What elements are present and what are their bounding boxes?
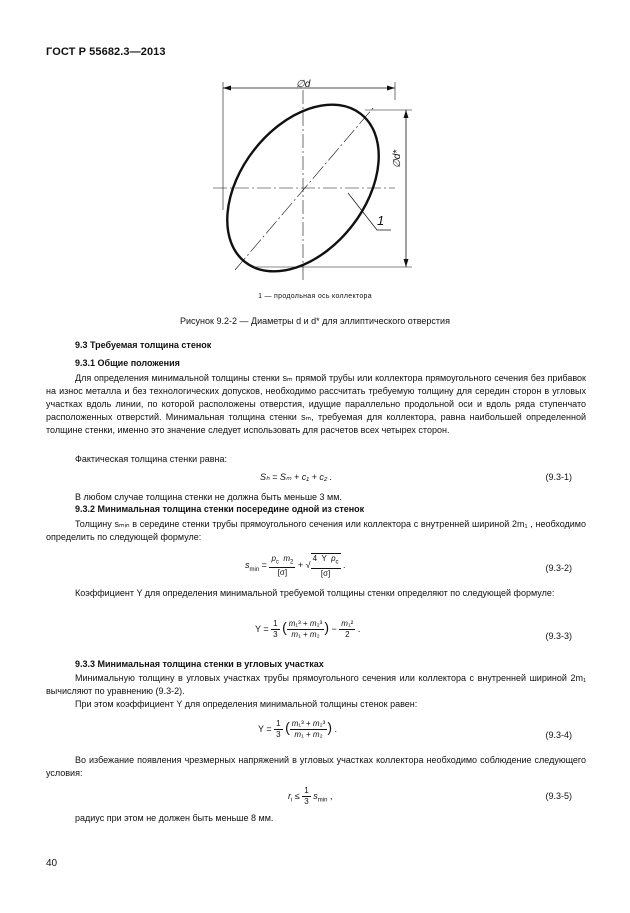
equation-9-3-3: Y = $\frac{1}{3}$ ( $\frac{\text{m₁³ + m₂³}}{\text{m₁ + m₂}}$ ) − $\frac{\text{m₁²}}{2}$ . — [255, 619, 361, 640]
callout-number: 1 — [377, 213, 385, 228]
ellipse-figure — [205, 70, 425, 280]
section-9-3-3-heading: 9.3.3 Минимальная толщина стенки в угловых участках — [75, 659, 324, 669]
paragraph-9-3-3-1: Минимальную толщину в угловых участках трубы прямоугольного сечения или коллектора с внутренней шириной 2m₁ вычисляют по уравнению (9.3-2). — [46, 673, 586, 696]
equation-9-3-1: Sₕ = Sₘ + c₁ + c₂ . — [260, 472, 333, 482]
equation-9-3-2: $s_{min}$ = $\frac{p_c m_2}{[\sigma]}$ + √ $\frac{4 Y p_c}{[\sigma]}$ . — [245, 553, 346, 578]
paragraph-9-3-1-2: Фактическая толщина стенки равна: — [75, 454, 227, 464]
paragraph-9-3-3-2: При этом коэффициент Y для определения минимальной толщины стенок равен: — [75, 699, 418, 709]
dim-d-label: ∅d — [296, 79, 311, 90]
equation-9-3-2-number: (9.3-2) — [545, 563, 572, 573]
equation-9-3-5: $r_i$ ≤ $\frac{1}{3}$ $s_{min}$ , — [288, 786, 333, 806]
equation-9-3-4-number: (9.3-4) — [545, 730, 572, 740]
equation-9-3-3-number: (9.3-3) — [545, 631, 572, 641]
section-9-3-heading: 9.3 Требуемая толщина стенок — [75, 340, 212, 350]
equation-9-3-1-number: (9.3-1) — [545, 472, 572, 482]
paragraph-9-3-2-2: Коэффициент Y для определения минимальной требуемой толщины стенки определяют по следующей формуле: — [75, 588, 555, 598]
section-9-3-1-heading: 9.3.1 Общие положения — [75, 358, 180, 368]
equation-9-3-4: Y = $\frac{1}{3}$ ( $\frac{\text{m₁³ + m₂³}}{\text{m₁ + m₂}}$ ) . — [258, 719, 338, 740]
paragraph-9-3-1-3: В любом случае толщина стенки не должна быть меньше 3 мм. — [75, 492, 342, 502]
paragraph-9-3-1-1: Для определения минимальной толщины стенки sₘ прямой трубы или коллектора прямоугольного сечения без прибавок на износ металла и без технологических допусков, необходимо рассчитать требуемую толщину для середин сторон в угловых участках вдоль линии, по которой расположены отверстия, идущие параллельно продольной оси и вдоль ряда ступенчато расположенных отверстий. Минимальная толщина стенки sₘ, требуемая для коллектора, равна наибольшей определенной толщине стенки, именно это значение следует использовать для расчетов всех четырех сторон. — [46, 373, 586, 435]
section-9-3-2-heading: 9.3.2 Минимальная толщина стенки посередине одной из стенок — [75, 504, 365, 514]
equation-9-3-5-number: (9.3-5) — [545, 791, 572, 801]
figure-caption: Рисунок 9.2-2 — Диаметры d и d* для эллиптического отверстия — [180, 316, 450, 326]
page-number: 40 — [46, 858, 58, 869]
paragraph-9-3-2-1: Толщину sₘᵢₙ в середине стенки трубы прямоугольного сечения или коллектора с внутренней шириной 2m₁ , необходимо определить по следующей формуле: — [46, 519, 586, 542]
paragraph-9-3-3-4: радиус при этом не должен быть меньше 8 мм. — [75, 813, 274, 823]
document-header: ГОСТ Р 55682.3—2013 — [46, 46, 166, 58]
dim-d-star-label: ∅d* — [392, 149, 403, 168]
figure-legend: 1 — продольная ось коллектора — [258, 293, 372, 300]
paragraph-9-3-3-3: Во избежание появления чрезмерных напряжений в угловых участках коллектора необходимо соблюдение следующего условия: — [46, 755, 586, 778]
